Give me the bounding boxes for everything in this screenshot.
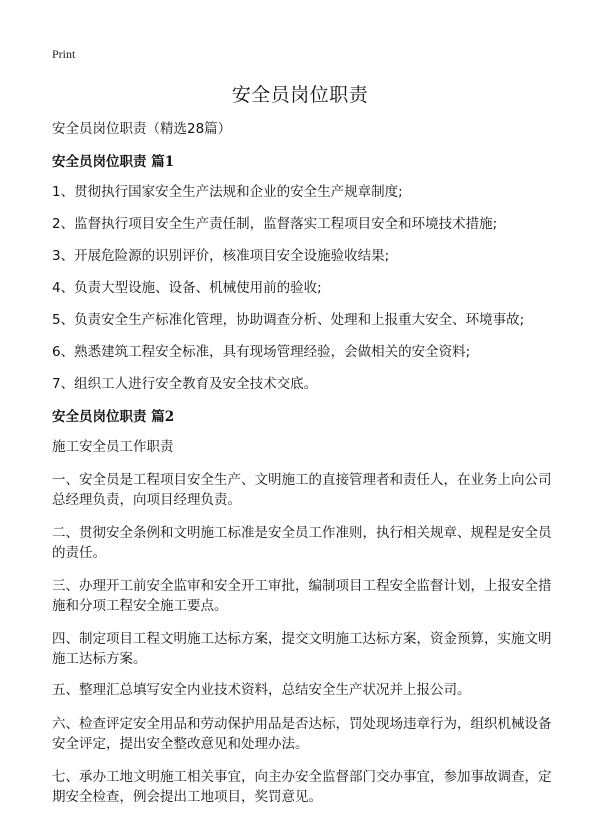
- list-item: 7、组织工人进行安全教育及安全技术交底。: [52, 376, 318, 392]
- list-item: 三、办理开工前安全监审和安全开工审批，编制项目工程安全监督计划，上报安全措施和分项工程安全施工要点。: [52, 578, 552, 614]
- list-item: 2、监督执行项目安全生产责任制，监督落实工程项目安全和环境技术措施;: [52, 216, 498, 232]
- list-item: 6、熟悉建筑工程安全标准，具有现场管理经验，会做相关的安全资料;: [52, 344, 471, 360]
- section-intro: 施工安全员工作职责: [52, 439, 174, 455]
- list-item: 1、贯彻执行国家安全生产法规和企业的安全生产规章制度;: [52, 184, 403, 200]
- page-title: 安全员岗位职责: [231, 84, 369, 106]
- list-item: 七、承办工地文明施工相关事宜，向主办安全监督部门交办事宜，参加事故调查，定期安全检查，例会提出工地项目，奖罚意见。: [52, 769, 552, 805]
- list-item: 五、整理汇总填写安全内业技术资料，总结安全生产状况并上报公司。: [52, 682, 471, 698]
- print-label: Print: [52, 47, 76, 61]
- document-body: [52, 121, 552, 820]
- list-item: 4、负责大型设施、设备、机械使用前的验收;: [52, 280, 322, 296]
- list-item: 二、贯彻安全条例和文明施工标准是安全员工作准则，执行相关规章、规程是安全员的责任。: [52, 525, 552, 561]
- list-item: 5、负责安全生产标准化管理，协助调查分析、处理和上报重大安全、环境事故;: [52, 312, 525, 328]
- list-item: 一、安全员是工程项目安全生产、文明施工的直接管理者和责任人，在业务上向公司总经理负责，向项目经理负责。: [52, 472, 552, 508]
- section-heading-1: 安全员岗位职责 篇1: [52, 154, 175, 170]
- list-item: 3、开展危险源的识别评价，核准项目安全设施验收结果;: [52, 248, 390, 264]
- list-item: 四、制定项目工程文明施工达标方案，提交文明施工达标方案，资金预算，实施文明施工达标方案。: [52, 631, 552, 667]
- document-subtitle: 安全员岗位职责（精选28篇）: [52, 121, 232, 137]
- section-heading-2: 安全员岗位职责 篇2: [52, 409, 175, 425]
- list-item: 六、检查评定安全用品和劳动保护用品是否达标，罚处现场违章行为，组织机械设备安全评定，提出安全整改意见和处理办法。: [52, 716, 552, 752]
